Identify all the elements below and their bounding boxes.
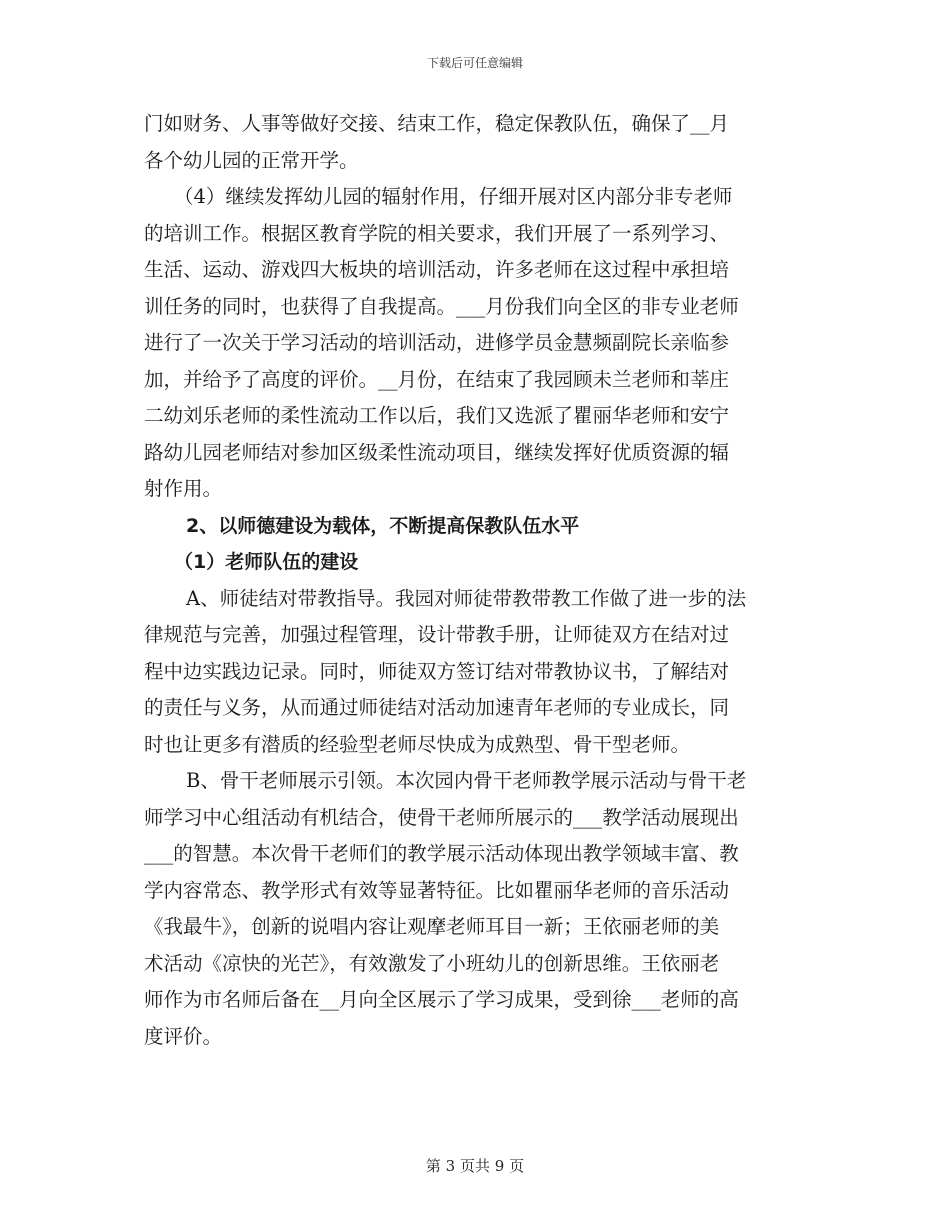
paragraph-line: 进行了一次关于学习活动的培训活动，进修学员金慧频副院长亲临参 <box>144 331 730 354</box>
page-header: 下载后可任意编辑 <box>426 56 523 70</box>
paragraph-line: ___的智慧。本次骨干老师们的教学展示活动体现出教学领域丰富、教 <box>144 842 739 865</box>
paragraph-line: 程中边实践边记录。同时，师徒双方签订结对带教协议书，了解结对 <box>144 659 730 683</box>
paragraph-line: 二幼刘乐老师的柔性流动工作以后，我们又选派了瞿丽华老师和安宁 <box>144 404 730 427</box>
page-footer: 第 3 页共 9 页 <box>425 1157 525 1175</box>
paragraph-line: 术活动《凉快的光芒》，有效激发了小班幼儿的创新思维。王依丽老 <box>144 951 720 975</box>
paragraph-line: 加，并给予了高度的评价。__月份，在结束了我园顾未兰老师和莘庄 <box>144 367 730 391</box>
paragraph-line: 师学习中心组活动有机结合，使骨干老师所展示的___教学活动展现出 <box>144 805 739 829</box>
paragraph-line: 训任务的同时，也获得了自我提高。___月份我们向全区的非专业老师 <box>144 294 739 318</box>
paragraph-line: 学内容常态、教学形式有效等显著特征。比如瞿丽华老师的音乐活动 <box>144 878 730 902</box>
paragraph-line: 时也让更多有潜质的经验型老师尽快成为成熟型、骨干型老师。 <box>144 732 691 756</box>
paragraph-line: 的责任与义务，从而通过师徒结对活动加速青年老师的专业成长，同 <box>144 696 730 719</box>
paragraph-line: 门如财务、人事等做好交接、结束工作，稳定保教队伍，确保了__月 <box>144 112 730 135</box>
paragraph-line: 生活、运动、游戏四大板块的培训活动，许多老师在这过程中承担培 <box>144 258 730 281</box>
document-body <box>144 106 810 1055</box>
paragraph-line: A、师徒结对带教指导。我园对师徒带教带教工作做了进一步的法 <box>186 586 747 610</box>
paragraph-line: B、骨干老师展示引领。本次园内骨干老师教学展示活动与骨干老 <box>186 769 747 792</box>
paragraph-line: 度评价。 <box>144 1024 223 1048</box>
paragraph-line: 师作为市名师后备在__月向全区展示了学习成果，受到徐___老师的高 <box>144 988 739 1011</box>
paragraph-line: 《我最牛》，创新的说唱内容让观摩老师耳目一新；王依丽老师的美 <box>144 915 720 938</box>
paragraph-line: 律规范与完善，加强过程管理，设计带教手册，让师徒双方在结对过 <box>144 623 730 646</box>
paragraph-line: 各个幼儿园的正常开学。 <box>144 148 359 172</box>
section-heading-line: （1）老师队伍的建设 <box>174 551 359 573</box>
paragraph-line: 射作用。 <box>144 477 223 500</box>
paragraph-line: 的培训工作。根据区教育学院的相关要求，我们开展了一系列学习、 <box>144 221 730 245</box>
paragraph-line: （4）继续发挥幼儿园的辐射作用，仔细开展对区内部分非专老师 <box>174 185 733 208</box>
section-heading-line: 2、以师德建设为载体，不断提高保教队伍水平 <box>186 514 580 537</box>
paragraph-line: 路幼儿园老师结对参加区级柔性流动项目，继续发挥好优质资源的辐 <box>144 440 730 464</box>
